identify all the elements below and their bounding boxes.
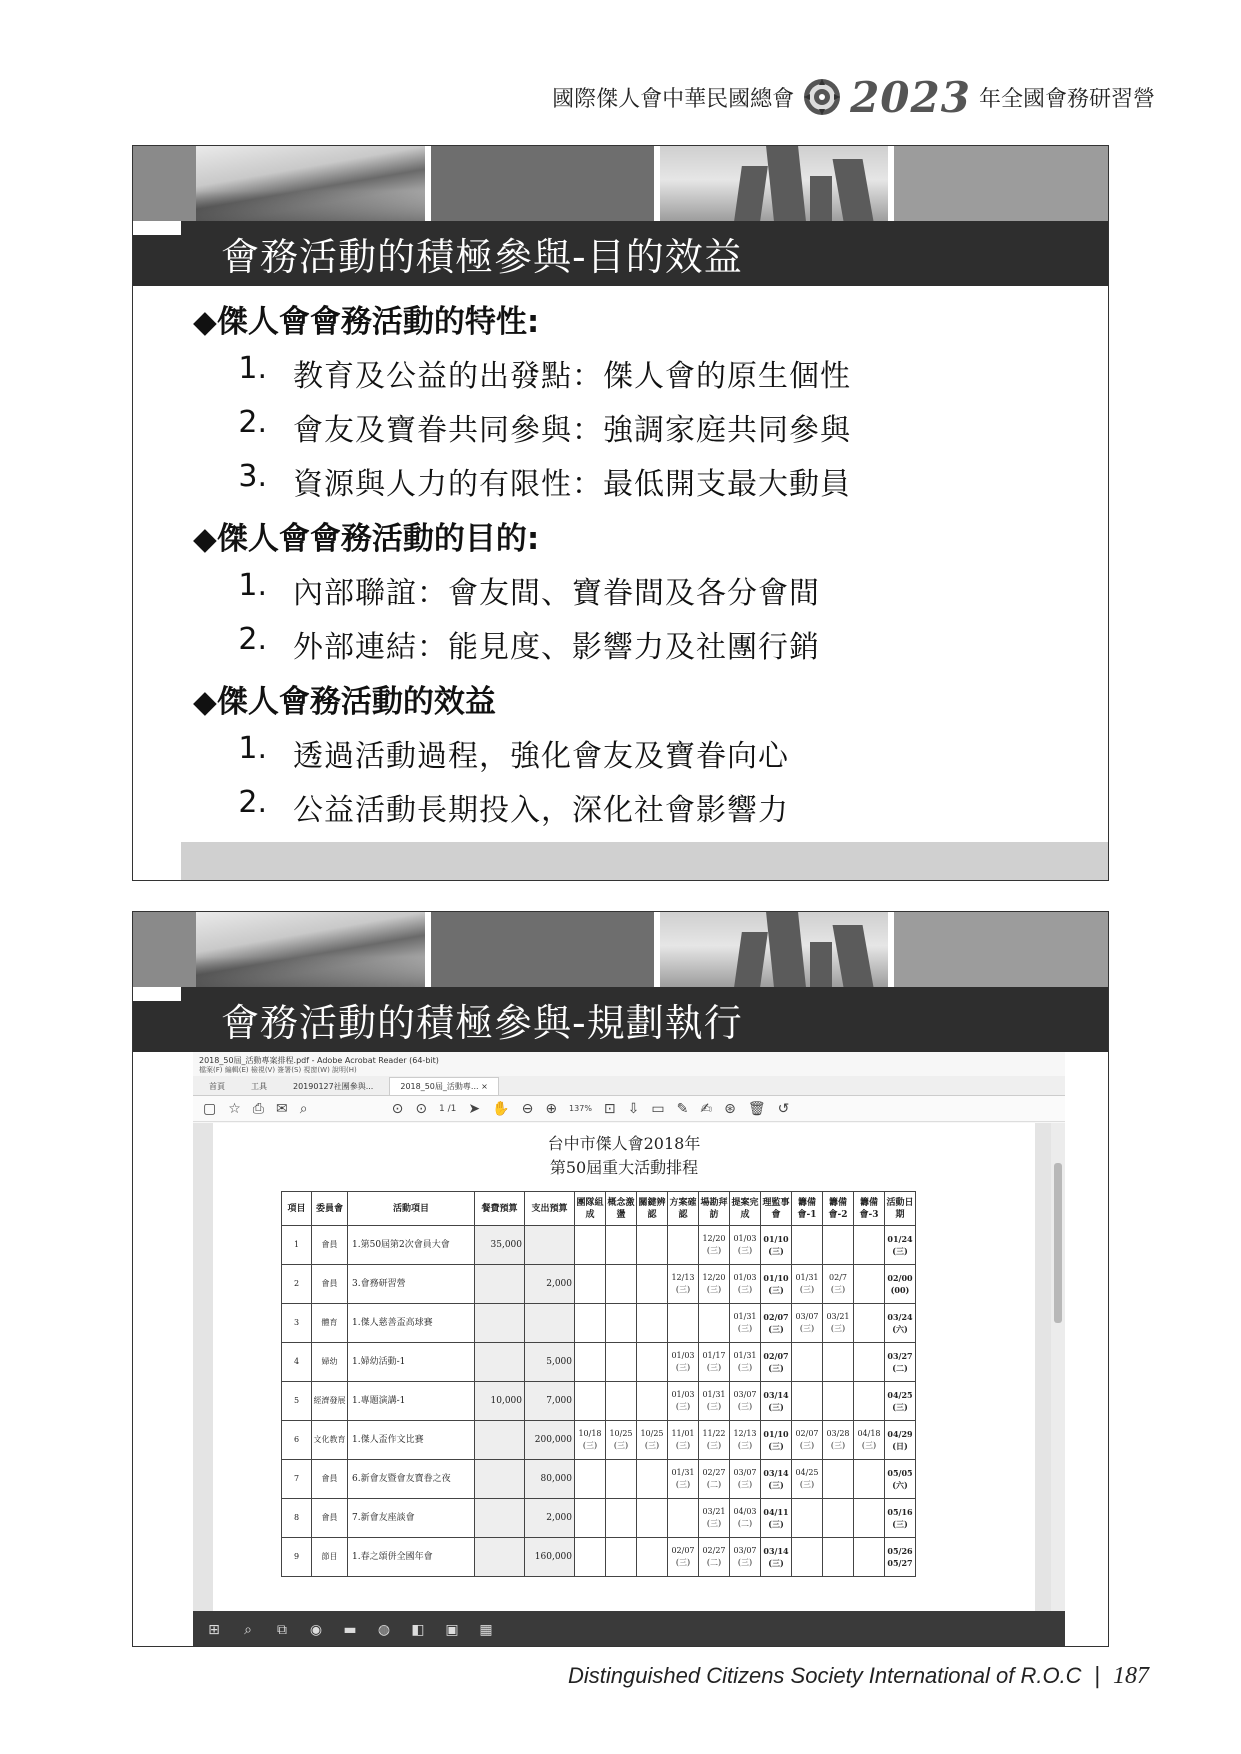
tab-document-2[interactable]: 2018_50屆_活動專... × xyxy=(389,1077,498,1095)
table-cell: 婦幼 xyxy=(312,1343,348,1382)
table-cell xyxy=(854,1304,885,1343)
slide-footer-strip xyxy=(181,842,1108,880)
table-cell xyxy=(637,1304,668,1343)
table-cell xyxy=(823,1343,854,1382)
banner-buildings-image xyxy=(660,146,888,221)
table-header-cell: 項目 xyxy=(282,1192,312,1226)
table-cell: 01/31 (三) xyxy=(699,1382,730,1421)
browser-icon[interactable]: ◍ xyxy=(377,1621,391,1638)
banner-landscape-image xyxy=(196,146,425,221)
select-icon[interactable]: ➤ xyxy=(468,1100,481,1117)
list-item: 2. 公益活動長期投入，深化社會影響力 xyxy=(238,785,789,828)
table-cell: 02/07 (三) xyxy=(761,1343,792,1382)
table-cell xyxy=(575,1343,606,1382)
table-row xyxy=(282,1265,916,1304)
table-cell: 02/07 (三) xyxy=(761,1304,792,1343)
table-row xyxy=(282,1499,916,1538)
table-cell: 7.新會友座談會 xyxy=(348,1499,475,1538)
table-cell xyxy=(606,1265,637,1304)
acrobat-screenshot xyxy=(193,1052,1065,1647)
table-cell xyxy=(823,1538,854,1577)
table-cell xyxy=(637,1382,668,1421)
slide-banner xyxy=(133,146,1108,221)
table-cell: 6 xyxy=(282,1421,312,1460)
table-header-cell: 活動日期 xyxy=(885,1192,916,1226)
windows-taskbar xyxy=(193,1611,1065,1647)
table-header-cell: 委員會 xyxy=(312,1192,348,1226)
table-cell: 04/03 (二) xyxy=(730,1499,761,1538)
table-cell: 03/27 (二) xyxy=(885,1343,916,1382)
table-cell: 8 xyxy=(282,1499,312,1538)
table-cell xyxy=(606,1538,637,1577)
table-cell: 01/03 (三) xyxy=(730,1265,761,1304)
table-cell xyxy=(854,1538,885,1577)
toolbar xyxy=(193,1096,1065,1122)
table-cell: 02/27 (二) xyxy=(699,1538,730,1577)
table-cell: 04/25 (三) xyxy=(885,1382,916,1421)
dcsi-emblem-icon xyxy=(802,77,842,117)
slide-title-band xyxy=(133,987,1108,1052)
table-cell: 1.傑人慈善盃高球賽 xyxy=(348,1304,475,1343)
header-event-name: 年全國會務研習營 xyxy=(978,86,1155,112)
table-cell: 1.專題演講-1 xyxy=(348,1382,475,1421)
undo-icon[interactable]: ↺ xyxy=(777,1100,790,1117)
list-item: 1. 內部聯誼：會友間、寶眷間及各分會間 xyxy=(238,568,820,611)
table-cell: 01/10 (三) xyxy=(761,1226,792,1265)
schedule-table xyxy=(281,1191,916,1577)
zoom-in-icon[interactable]: ⊕ xyxy=(545,1100,558,1117)
menu-bar[interactable]: 檔案(F) 編輯(E) 檢視(V) 簽署(S) 視窗(W) 說明(H) xyxy=(199,1066,357,1074)
table-header-cell: 餐費預算 xyxy=(475,1192,525,1226)
table-cell xyxy=(575,1265,606,1304)
table-cell xyxy=(637,1343,668,1382)
stamp-icon[interactable]: ⊛ xyxy=(724,1100,736,1117)
table-cell: 1 xyxy=(282,1226,312,1265)
table-cell xyxy=(792,1499,823,1538)
table-cell xyxy=(475,1538,525,1577)
fit-icon[interactable]: ⊡ xyxy=(603,1100,616,1117)
table-cell xyxy=(668,1226,699,1265)
table-cell: 5,000 xyxy=(525,1343,575,1382)
table-cell: 12/13 (三) xyxy=(730,1421,761,1460)
table-cell: 會員 xyxy=(312,1265,348,1304)
list-item: 2. 會友及寶眷共同參與：強調家庭共同參與 xyxy=(238,405,851,448)
slide-content xyxy=(193,296,1088,881)
zoom-out-icon[interactable]: ⊖ xyxy=(521,1100,534,1117)
table-cell xyxy=(525,1226,575,1265)
table-row xyxy=(282,1382,916,1421)
section-heading: ◆傑人會務活動的效益 xyxy=(193,684,496,720)
table-cell xyxy=(668,1304,699,1343)
table-cell: 02/00 (00) xyxy=(885,1265,916,1304)
app-icon[interactable]: ▬ xyxy=(343,1621,357,1638)
table-cell xyxy=(606,1304,637,1343)
page-down-icon[interactable]: ⊙ xyxy=(415,1100,428,1117)
table-cell xyxy=(854,1382,885,1421)
table-cell xyxy=(575,1538,606,1577)
table-cell xyxy=(792,1382,823,1421)
list-item: 1. 教育及公益的出發點：傑人會的原生個性 xyxy=(238,351,851,394)
table-cell: 02/07 (三) xyxy=(668,1538,699,1577)
table-cell: 160,000 xyxy=(525,1538,575,1577)
table-cell xyxy=(637,1265,668,1304)
table-cell xyxy=(637,1538,668,1577)
page-footer xyxy=(568,1660,1149,1692)
slide-title: 會務活動的積極參與-規劃執行 xyxy=(221,1001,743,1045)
table-cell: 01/03 (三) xyxy=(668,1343,699,1382)
table-header-cell: 理監事會 xyxy=(761,1192,792,1226)
scroll-mode-icon[interactable]: ⇩ xyxy=(627,1100,640,1117)
table-cell xyxy=(792,1343,823,1382)
slide-title-band xyxy=(133,221,1108,286)
app-icon[interactable]: ▣ xyxy=(445,1621,459,1638)
table-header-cell: 概念激盪 xyxy=(606,1192,637,1226)
table-cell: 05/16 (三) xyxy=(885,1499,916,1538)
table-cell xyxy=(637,1226,668,1265)
table-cell: 04/29 (日) xyxy=(885,1421,916,1460)
table-row xyxy=(282,1304,916,1343)
mail-icon[interactable]: ✉ xyxy=(276,1100,288,1117)
table-cell: 12/20 (三) xyxy=(699,1226,730,1265)
table-cell xyxy=(606,1226,637,1265)
table-cell: 01/31 (三) xyxy=(792,1265,823,1304)
table-cell xyxy=(475,1343,525,1382)
page-header xyxy=(552,72,1155,122)
task-view-icon[interactable]: ⧉ xyxy=(277,1621,287,1638)
table-header-cell: 籌備會-3 xyxy=(854,1192,885,1226)
table-cell: 12/13 (三) xyxy=(668,1265,699,1304)
table-cell: 11/22 (三) xyxy=(699,1421,730,1460)
table-cell: 04/18 (三) xyxy=(854,1421,885,1460)
table-cell xyxy=(575,1382,606,1421)
table-cell xyxy=(575,1460,606,1499)
table-cell: 01/24 (三) xyxy=(885,1226,916,1265)
table-cell: 03/07 (三) xyxy=(730,1382,761,1421)
table-cell: 節目 xyxy=(312,1538,348,1577)
start-icon[interactable]: ⊞ xyxy=(208,1621,220,1638)
table-cell: 01/31 (三) xyxy=(668,1460,699,1499)
tab-document-1[interactable]: 20190127社團參與... xyxy=(293,1082,374,1091)
table-cell: 2,000 xyxy=(525,1499,575,1538)
table-cell xyxy=(823,1226,854,1265)
table-cell xyxy=(854,1460,885,1499)
table-cell xyxy=(575,1304,606,1343)
table-header-row xyxy=(282,1192,916,1226)
table-cell: 200,000 xyxy=(525,1421,575,1460)
section-heading: ◆傑人會會務活動的特性: xyxy=(193,304,540,340)
table-cell: 1.春之頌併全國年會 xyxy=(348,1538,475,1577)
table-cell xyxy=(475,1421,525,1460)
header-year: 2023 xyxy=(850,72,971,122)
table-cell xyxy=(637,1499,668,1538)
table-cell: 1.第50屆第2次會員大會 xyxy=(348,1226,475,1265)
table-cell: 7,000 xyxy=(525,1382,575,1421)
table-row xyxy=(282,1538,916,1577)
slide-purpose-benefits xyxy=(132,145,1109,881)
slide-title: 會務活動的積極參與-目的效益 xyxy=(221,235,743,279)
footer-org-name: Distinguished Citizens Society International of R.O.C xyxy=(568,1663,1082,1688)
table-cell: 1.婦幼活動-1 xyxy=(348,1343,475,1382)
table-cell xyxy=(668,1499,699,1538)
table-cell xyxy=(475,1460,525,1499)
sign-icon[interactable]: ✍ xyxy=(700,1100,713,1117)
table-header-cell: 籌備會-2 xyxy=(823,1192,854,1226)
table-cell: 2,000 xyxy=(525,1265,575,1304)
table-cell xyxy=(854,1499,885,1538)
banner-buildings-image xyxy=(660,912,888,987)
header-org-name: 國際傑人會中華民國總會 xyxy=(552,86,795,112)
table-cell: 03/07 (三) xyxy=(730,1538,761,1577)
table-cell: 10/18 (三) xyxy=(575,1421,606,1460)
table-cell: 03/14 (三) xyxy=(761,1460,792,1499)
print-icon[interactable]: ⎙ xyxy=(252,1100,264,1117)
table-cell: 03/14 (三) xyxy=(761,1382,792,1421)
list-item: 3. 資源與人力的有限性：最低開支最大動員 xyxy=(238,459,851,502)
table-cell xyxy=(637,1460,668,1499)
table-header-cell: 團隊組成 xyxy=(575,1192,606,1226)
table-header-cell: 場勘拜訪 xyxy=(699,1192,730,1226)
table-cell: 05/26 05/27 xyxy=(885,1538,916,1577)
tab-tools[interactable]: 工具 xyxy=(251,1082,267,1091)
table-cell xyxy=(854,1226,885,1265)
table-header-cell: 活動項目 xyxy=(348,1192,475,1226)
table-cell xyxy=(792,1538,823,1577)
table-row xyxy=(282,1460,916,1499)
table-cell xyxy=(823,1460,854,1499)
table-cell: 2 xyxy=(282,1265,312,1304)
table-cell: 7 xyxy=(282,1460,312,1499)
pdf-page xyxy=(213,1123,1035,1611)
table-cell xyxy=(475,1304,525,1343)
table-cell: 02/7 (三) xyxy=(823,1265,854,1304)
table-cell: 1.傑人盃作文比賽 xyxy=(348,1421,475,1460)
search-icon[interactable]: ⌕ xyxy=(244,1621,252,1638)
table-cell: 02/27 (二) xyxy=(699,1460,730,1499)
table-header-cell: 支出預算 xyxy=(525,1192,575,1226)
table-header-cell: 關鍵辨認 xyxy=(637,1192,668,1226)
table-cell: 04/11 (三) xyxy=(761,1499,792,1538)
table-cell: 05/05 (六) xyxy=(885,1460,916,1499)
table-cell: 03/07 (三) xyxy=(730,1460,761,1499)
doc-subtitle: 第50屆重大活動排程 xyxy=(549,1158,699,1177)
table-cell xyxy=(606,1382,637,1421)
table-cell: 03/24 (六) xyxy=(885,1304,916,1343)
table-cell: 3 xyxy=(282,1304,312,1343)
table-cell xyxy=(575,1226,606,1265)
search-icon[interactable]: ⌕ xyxy=(299,1100,308,1117)
page-number: 187 xyxy=(1113,1662,1149,1689)
table-row xyxy=(282,1226,916,1265)
slide-planning-execution xyxy=(132,911,1109,1647)
table-cell: 會員 xyxy=(312,1226,348,1265)
page-up-icon[interactable]: ⊙ xyxy=(391,1100,404,1117)
table-cell: 01/10 (三) xyxy=(761,1421,792,1460)
tab-home[interactable]: 首頁 xyxy=(209,1082,225,1091)
pen-icon[interactable]: ✎ xyxy=(676,1100,689,1117)
table-cell xyxy=(525,1304,575,1343)
table-cell xyxy=(699,1304,730,1343)
table-cell: 經濟發展 xyxy=(312,1382,348,1421)
app-icon[interactable]: ▦ xyxy=(479,1621,493,1638)
table-cell: 9 xyxy=(282,1538,312,1577)
vertical-scrollbar[interactable] xyxy=(1051,1123,1065,1611)
window-title: 2018_50屆_活動專案排程.pdf - Adobe Acrobat Reader (64-bit) xyxy=(199,1056,439,1065)
save-icon[interactable]: ▢ xyxy=(203,1100,217,1117)
table-cell: 11/01 (三) xyxy=(668,1421,699,1460)
page-indicator[interactable]: 1 /1 xyxy=(439,1103,457,1114)
table-cell: 3.會務研習營 xyxy=(348,1265,475,1304)
table-cell: 35,000 xyxy=(475,1226,525,1265)
doc-title: 台中市傑人會2018年 xyxy=(547,1134,701,1153)
table-cell: 01/10 (三) xyxy=(761,1265,792,1304)
zoom-level[interactable]: 137% xyxy=(569,1104,592,1113)
table-row xyxy=(282,1343,916,1382)
table-cell: 4 xyxy=(282,1343,312,1382)
table-cell: 文化教育 xyxy=(312,1421,348,1460)
document-area[interactable] xyxy=(193,1123,1065,1611)
table-cell xyxy=(792,1226,823,1265)
table-cell: 01/31 (三) xyxy=(730,1343,761,1382)
table-cell xyxy=(606,1499,637,1538)
table-cell: 01/03 (三) xyxy=(730,1226,761,1265)
table-cell: 80,000 xyxy=(525,1460,575,1499)
table-cell: 會員 xyxy=(312,1499,348,1538)
slide-banner xyxy=(133,912,1108,987)
table-cell: 10/25 (三) xyxy=(637,1421,668,1460)
table-cell xyxy=(606,1343,637,1382)
table-cell: 10,000 xyxy=(475,1382,525,1421)
table-cell: 03/21 (三) xyxy=(699,1499,730,1538)
table-cell: 01/17 (三) xyxy=(699,1343,730,1382)
table-cell: 03/14 (三) xyxy=(761,1538,792,1577)
table-cell: 02/07 (三) xyxy=(792,1421,823,1460)
table-cell xyxy=(854,1265,885,1304)
tab-bar xyxy=(193,1076,1065,1096)
table-cell: 04/25 (三) xyxy=(792,1460,823,1499)
comment-icon[interactable]: ▭ xyxy=(651,1100,665,1117)
footer-separator: | xyxy=(1093,1663,1101,1689)
table-cell xyxy=(606,1460,637,1499)
table-cell: 5 xyxy=(282,1382,312,1421)
table-header-cell: 提案完成 xyxy=(730,1192,761,1226)
table-cell: 體育 xyxy=(312,1304,348,1343)
table-cell: 03/21 (三) xyxy=(823,1304,854,1343)
table-cell xyxy=(823,1499,854,1538)
list-item: 1. 透過活動過程，強化會友及寶眷向心 xyxy=(238,731,789,774)
table-cell: 01/03 (三) xyxy=(668,1382,699,1421)
delete-icon[interactable]: 🗑 xyxy=(747,1100,766,1117)
app-icon[interactable]: ◉ xyxy=(309,1621,323,1638)
table-header-cell: 籌備會-1 xyxy=(792,1192,823,1226)
table-header-cell: 方案確認 xyxy=(668,1192,699,1226)
table-cell: 6.新會友暨會友寶眷之夜 xyxy=(348,1460,475,1499)
table-row xyxy=(282,1421,916,1460)
acrobat-icon[interactable]: ◧ xyxy=(411,1621,425,1638)
table-cell: 03/07 (三) xyxy=(792,1304,823,1343)
table-cell xyxy=(475,1499,525,1538)
table-cell xyxy=(475,1265,525,1304)
hand-icon[interactable]: ✋ xyxy=(492,1100,510,1117)
star-icon[interactable]: ☆ xyxy=(228,1100,241,1117)
table-cell: 10/25 (三) xyxy=(606,1421,637,1460)
table-cell: 03/28 (三) xyxy=(823,1421,854,1460)
table-cell: 會員 xyxy=(312,1460,348,1499)
list-item: 2. 外部連結：能見度、影響力及社團行銷 xyxy=(238,622,820,665)
banner-landscape-image xyxy=(196,912,425,987)
table-cell xyxy=(575,1499,606,1538)
section-heading: ◆傑人會會務活動的目的: xyxy=(193,521,540,557)
table-cell: 01/31 (三) xyxy=(730,1304,761,1343)
table-cell xyxy=(854,1343,885,1382)
table-cell: 12/20 (三) xyxy=(699,1265,730,1304)
table-cell xyxy=(823,1382,854,1421)
